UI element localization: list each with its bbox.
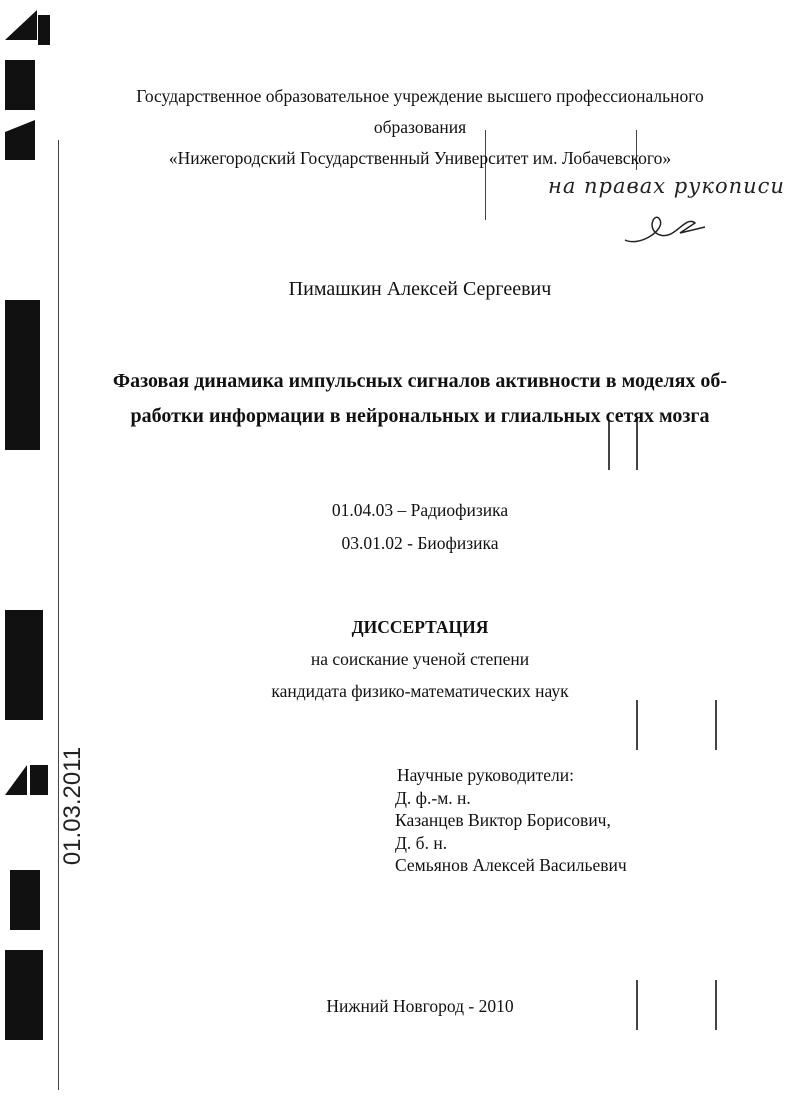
- document-type: ДИССЕРТАЦИЯ: [351, 617, 489, 637]
- supervisors-heading: Научные руководители:: [397, 765, 574, 785]
- institution-line2: образования: [373, 117, 467, 137]
- place-year: Нижний Новгород - 2010: [326, 996, 514, 1016]
- supervisor-degree-2: Д. б. н.: [395, 833, 448, 853]
- specialty-1: 01.04.03 – Радиофизика: [331, 500, 509, 520]
- supervisor-name-2: Семьянов Алексей Васильевич: [395, 855, 627, 875]
- specialty-2: 03.01.02 - Биофизика: [341, 533, 499, 553]
- university-name: «Нижегородский Государственный Университет им. Лобачевского»: [168, 148, 672, 168]
- title-line2: работки информации в нейрональных и глиальных сетях мозга: [130, 405, 710, 427]
- handwritten-note: на правах рукописи: [548, 174, 785, 198]
- signature: [620, 205, 710, 250]
- degree-line1: на соискание ученой степени: [310, 649, 530, 669]
- author-name: Пимашкин Алексей Сергеевич: [288, 278, 552, 300]
- title-line1: Фазовая динамика импульсных сигналов активности в моделях об-: [112, 370, 728, 392]
- supervisor-degree-1: Д. ф.-м. н.: [395, 788, 471, 808]
- date-stamp: 01.03.2011: [59, 746, 86, 866]
- degree-line2: кандидата физико-математических наук: [271, 681, 569, 701]
- supervisor-name-1: Казанцев Виктор Борисович,: [395, 810, 611, 830]
- institution-line1: Государственное образовательное учреждение высшего профессионального: [136, 86, 704, 106]
